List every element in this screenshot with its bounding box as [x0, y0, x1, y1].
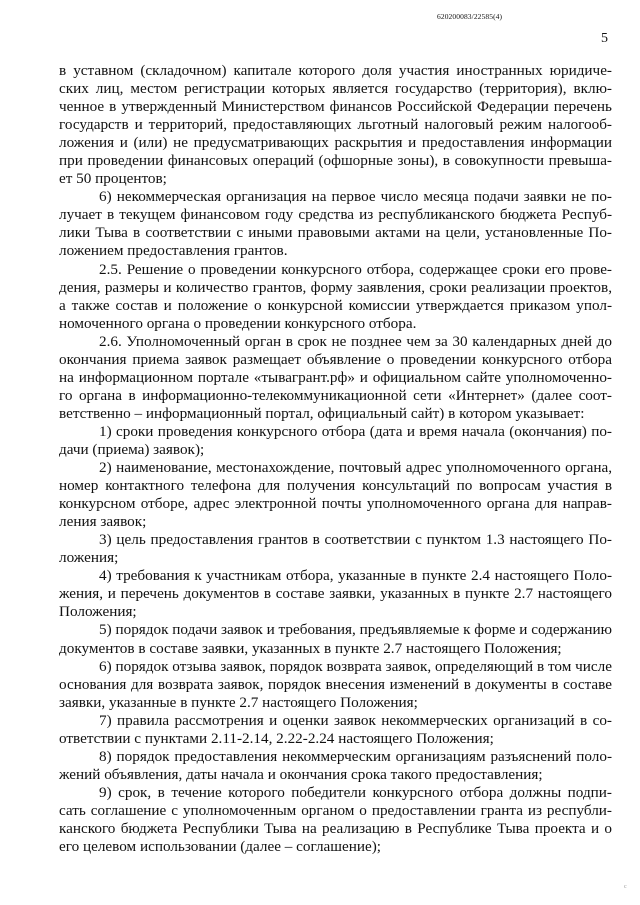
text-line: жения, и перечень документов в составе заявки, указанных в пункте 2.7 настоящего [59, 585, 612, 603]
text-line: номоченного органа о проведении конкурсного отбора. [59, 314, 417, 332]
text-line: 2.6. Уполномоченный орган в срок не позднее чем за 30 календарных дней до [99, 332, 612, 350]
text-line: ложением предоставления грантов. [59, 242, 288, 260]
text-line: конкурсном отборе, адрес электронной почты уполномоченного органа для направ- [59, 495, 612, 513]
text-line: номер контактного телефона для получения консультаций по вопросам участия в [59, 477, 612, 495]
text-line: ских лиц, местом регистрации которых является государство (территория), вклю- [59, 80, 612, 98]
text-line: ет 50 процентов; [59, 170, 167, 188]
text-line: ления заявок; [59, 513, 147, 531]
text-line: а также состав и положение о конкурсной комиссии утверждается приказом упол- [59, 296, 612, 314]
text-line: 6) некоммерческая организация на первое число месяца подачи заявки не по- [99, 188, 612, 206]
text-line: ответствии с пунктами 2.11-2.14, 2.22-2.24 настоящего Положения; [59, 729, 494, 747]
text-line: документов в составе заявки, указанных в пункте 2.7 настоящего Положения; [59, 639, 562, 657]
text-line: 9) срок, в течение которого победители конкурсного отбора должны подпи- [99, 783, 612, 801]
text-line: лики Тыва в соответствии с иными правовыми актами на цели, установленные По- [59, 224, 612, 242]
text-line: лучает в текущем финансовом году средства из республиканского бюджета Респуб- [59, 206, 612, 224]
text-line: ветственно – информационный портал, официальный сайт) в котором указывает: [59, 404, 585, 422]
text-line: государств и территорий, предоставляющих льготный налоговый режим налогооб- [59, 116, 612, 134]
text-line: дения, размеры и количество грантов, форму заявления, сроки реализации проектов, [59, 278, 612, 296]
text-line: 6) порядок отзыва заявок, порядок возврата заявок, определяющий в том числе [99, 657, 612, 675]
page-number: 5 [601, 31, 608, 46]
text-line: ложения; [59, 549, 119, 567]
footer-mark: с [624, 884, 627, 890]
text-line: жений объявления, даты начала и окончания срока такого предоставления; [59, 765, 543, 783]
text-line: в уставном (складочном) капитале которого доля участия иностранных юридиче- [59, 62, 612, 79]
document-registration-code: 620200083/22585(4) [437, 12, 503, 21]
text-line: ложения и (или) не предусматривающих раскрытия и предоставления информации [59, 134, 612, 152]
text-line: окончания приема заявок размещает объявление о проведении конкурсного отбора [59, 350, 612, 368]
text-line: 4) требования к участникам отбора, указанные в пункте 2.4 настоящего Поло- [99, 567, 612, 585]
text-line: дачи (приема) заявок); [59, 440, 205, 458]
text-line: 3) цель предоставления грантов в соответствии с пунктом 1.3 настоящего По- [99, 531, 612, 549]
text-line: канского бюджета Республики Тыва на реализацию в Республике Тыва проекта и о [59, 819, 612, 837]
text-line: 2) наименование, местонахождение, почтовый адрес уполномоченного органа, [99, 459, 612, 477]
text-line: 2.5. Решение о проведении конкурсного отбора, содержащее сроки его прове- [99, 260, 612, 278]
text-line: 5) порядок подачи заявок и требования, предъявляемые к форме и содержанию [99, 621, 612, 639]
text-line: ченное в утвержденный Министерством финансов Российской Федерации перечень [59, 98, 612, 116]
text-line: 8) порядок предоставления некоммерческим организациям разъяснений поло- [99, 747, 612, 765]
text-line: его целевом использовании (далее – соглашение); [59, 838, 381, 856]
document-body [59, 62, 612, 856]
text-line: заявки, указанные в пункте 2.7 настоящего Положения; [59, 693, 418, 711]
text-line: 7) правила рассмотрения и оценки заявок некоммерческих организаций в со- [99, 711, 612, 729]
text-line: 1) сроки проведения конкурсного отбора (дата и время начала (окончания) по- [99, 422, 612, 440]
text-line: на информационном портале «тывагрант.рф» и официальном сайте уполномоченно- [59, 368, 612, 386]
text-line: го органа в информационно-телекоммуникационной сети «Интернет» (далее соот- [59, 386, 612, 404]
text-line: при проведении финансовых операций (офшорные зоны), в совокупности превыша- [59, 152, 612, 170]
text-line: Положения; [59, 603, 137, 621]
text-line: сать соглашение с уполномоченным органом о предоставлении гранта из республи- [59, 801, 612, 819]
text-line: основания для возврата заявок, порядок внесения изменений в документы в составе [59, 675, 612, 693]
